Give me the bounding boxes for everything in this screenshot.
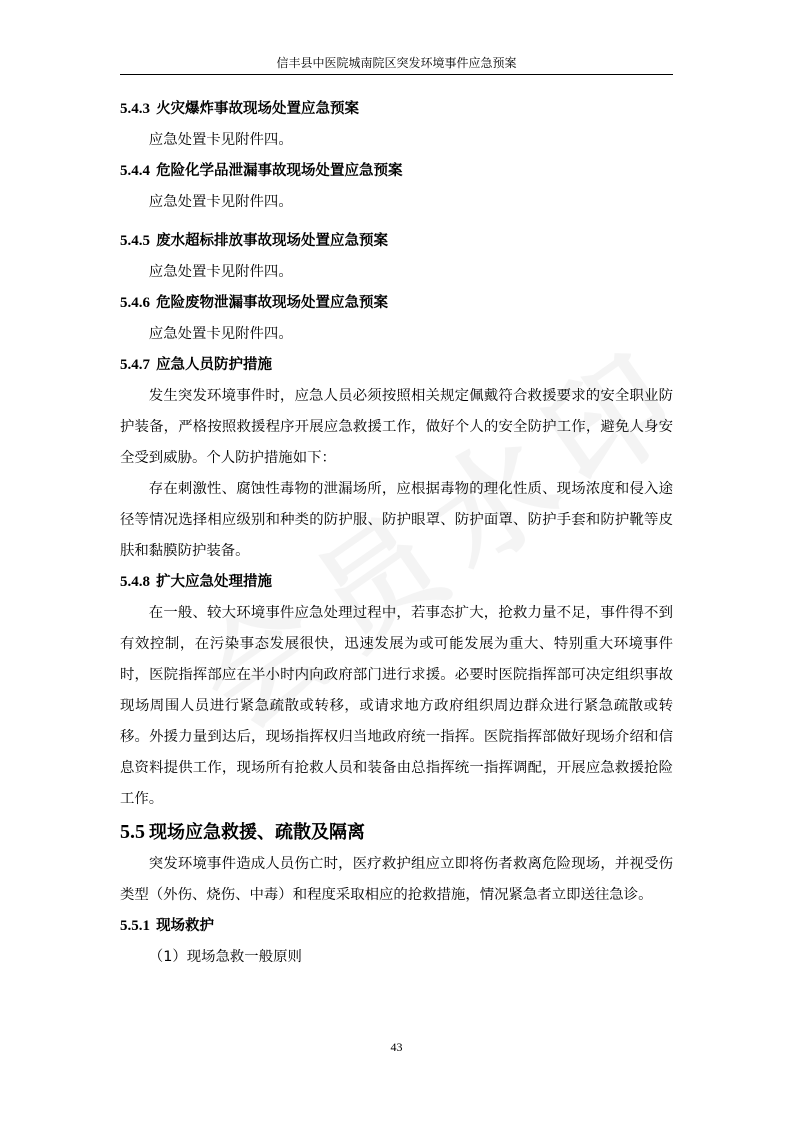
spacer <box>120 218 673 226</box>
heading-5-4-5 <box>120 226 673 257</box>
paragraph: 应急处置卡见附件四。 <box>148 132 293 148</box>
heading-number: 5.4.3 <box>120 101 150 117</box>
list-item: （1）现场急救一般原则 <box>148 949 302 965</box>
paragraph: 在一般、较大环境事件应急处理过程中，若事态扩大，抢救力量不足，事件得不到有效控制，在污染事态发展很快，迅速发展为或可能发展为重大、特别重大环境事件时，医院指挥部应在半小时内向政府部门进行求援。必要时医院指挥部可决定组织事故现场周围人员进行紧急疏散或转移，或请求地方政府组织周边群众进行紧急疏散或转移。外援力量到达后，现场指挥权归当地政府统一指挥。医院指挥部做好现场介绍和信息资料提供工作，现场所有抢救人员和装备由总指挥统一指挥调配，开展应急救援抢险工作。 <box>120 605 673 807</box>
heading-text: 危险化学品泄漏事故现场处置应急预案 <box>156 163 403 179</box>
heading-number: 5.4.5 <box>120 233 150 249</box>
heading-number: 5.4.7 <box>120 357 150 373</box>
heading-5-4-7 <box>120 350 673 381</box>
heading-text: 现场应急救援、疏散及隔离 <box>149 822 365 843</box>
heading-text: 火灾爆炸事故现场处置应急预案 <box>156 101 360 117</box>
heading-text: 废水超标排放事故现场处置应急预案 <box>156 233 389 249</box>
paragraph: 应急处置卡见附件四。 <box>148 326 293 342</box>
heading-number: 5.4.8 <box>120 574 150 590</box>
heading-5-4-8 <box>120 567 673 598</box>
paragraph: 存在刺激性、腐蚀性毒物的泄漏场所，应根据毒物的理化性质、现场浓度和侵入途径等情况选择相应级别和种类的防护服、防护眼罩、防护面罩、防护手套和防护靴等皮肤和黏膜防护装备。 <box>120 481 673 559</box>
heading-text: 现场救护 <box>156 918 215 934</box>
page-number: 43 <box>390 1040 403 1054</box>
heading-number: 5.5 <box>120 821 145 843</box>
heading-5-4-3 <box>120 94 673 125</box>
paragraph: 突发环境事件造成人员伤亡时，医疗救护组应立即将伤者救离危险现场，并视受伤类型（外伤、烧伤、中毒）和程度采取相应的抢救措施，情况紧急者立即送往急诊。 <box>120 856 673 903</box>
heading-number: 5.4.6 <box>120 295 150 311</box>
heading-number: 5.4.4 <box>120 163 150 179</box>
paragraph: 应急处置卡见附件四。 <box>148 264 293 280</box>
paragraph: 应急处置卡见附件四。 <box>148 194 293 210</box>
heading-5-5 <box>120 815 673 849</box>
heading-5-4-6 <box>120 288 673 319</box>
page-content <box>120 94 673 973</box>
heading-number: 5.5.1 <box>120 918 150 934</box>
heading-5-5-1 <box>120 911 673 942</box>
heading-text: 应急人员防护措施 <box>156 357 273 373</box>
heading-text: 危险废物泄漏事故现场处置应急预案 <box>156 295 389 311</box>
heading-text: 扩大应急处理措施 <box>156 574 273 590</box>
paragraph: 发生突发环境事件时，应急人员必须按照相关规定佩戴符合救援要求的安全职业防护装备，严格按照救援程序开展应急救援工作，做好个人的安全防护工作，避免人身安全受到威胁。个人防护措施如下： <box>120 388 673 466</box>
running-header: 信丰县中医院城南院区突发环境事件应急预案 <box>120 52 673 75</box>
heading-5-4-4 <box>120 156 673 187</box>
